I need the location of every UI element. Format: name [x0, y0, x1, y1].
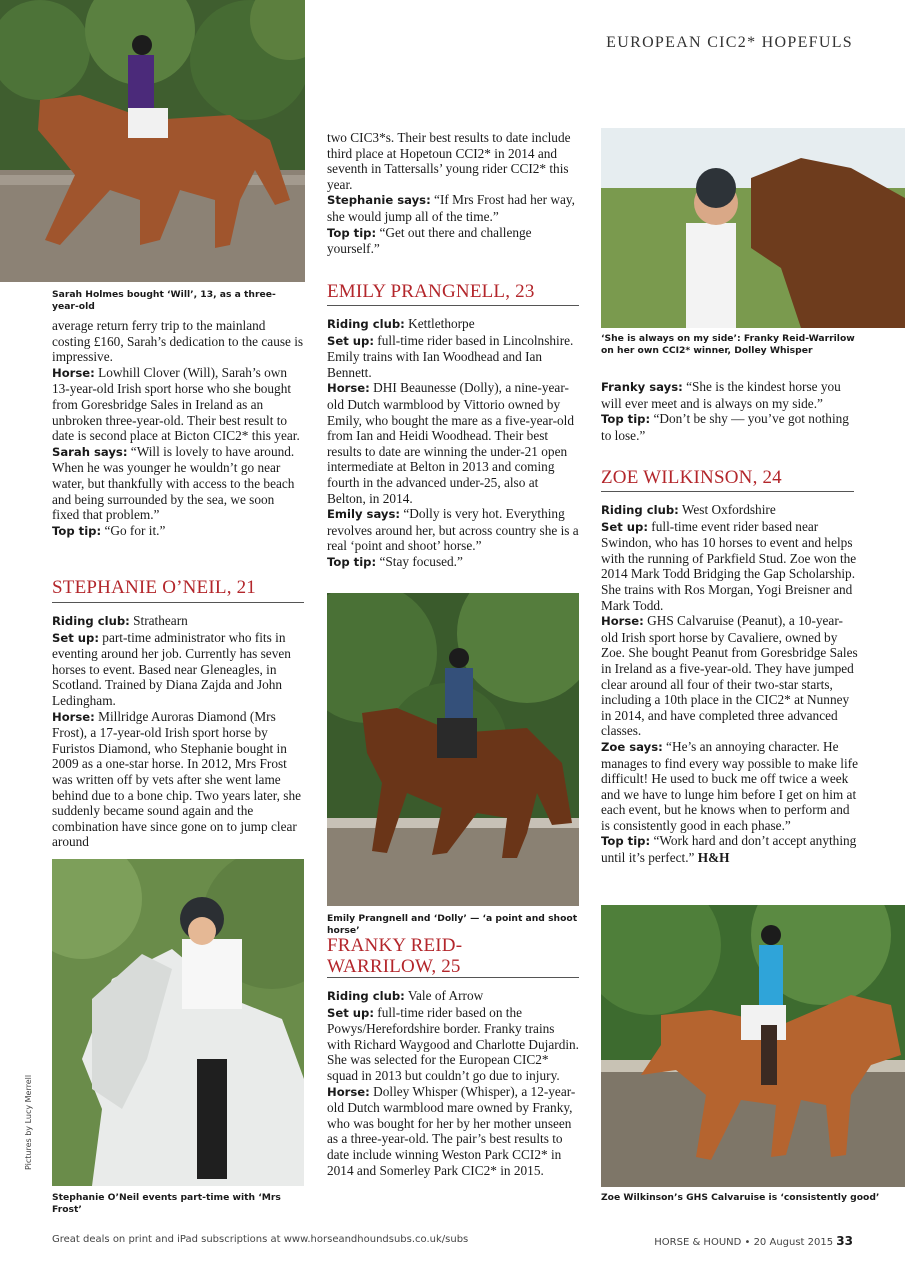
- label-horse: Horse:: [601, 614, 644, 629]
- heading-franky-line2: WARRILOW, 25: [327, 956, 461, 977]
- label-says: Sarah says:: [52, 444, 128, 459]
- footer-magazine: HORSE & HOUND • 20 August 2015: [654, 1237, 834, 1248]
- text-setup: part-time administrator who fits in eventing around her job. Currently has seven horses to event. Based near Gleneagles, in Scotland. Trained by Diana Zajda and John Ledingham.: [52, 629, 291, 708]
- text-setup: full-time rider based in Lincolnshire. Emily trains with Ian Woodhead and Ian Bennett.: [327, 332, 574, 380]
- text-horse: Dolley Whisper (Whisper), a 12-year-old Dutch warmblood mare owned by Franky, who was bought for her by her mother unseen as a three-year-old. The pair’s best results to date include winning Weston Park CCI2* in 2014 and Somerley Park CIC2* in 2015.: [327, 1083, 576, 1178]
- text-says: “Will is lovely to have around. When he was younger he wouldn’t go near water, but thankfully with access to the beach and being surrounded by the sea, we soon fixed that problem.”: [52, 443, 295, 523]
- text-tip: “Go for it.”: [101, 522, 166, 538]
- caption-stephanie: Stephanie O’Neil events part-time with ‘Mrs Frost’: [52, 1192, 281, 1215]
- label-horse: Horse:: [327, 381, 370, 396]
- text-says: “He’s an annoying character. He manages to find every way possible to make life difficult! He used to buck me off twice a week and we have to lunge him before I get on him at each event, but he knows when to perform and is consistently good in each phase.”: [601, 738, 858, 833]
- text-tip: “Work hard and don’t accept anything until it’s perfect.”: [601, 833, 857, 866]
- photo-sarah-horse: [0, 0, 305, 282]
- caption-franky: ‘She is always on my side’: Franky Reid-Warrilow on her own CCI2* winner, Dolley Whisper: [601, 333, 855, 356]
- label-setup: Set up:: [327, 333, 374, 348]
- label-horse: Horse:: [52, 709, 95, 724]
- zoe-text: [601, 502, 859, 866]
- label-setup: Set up:: [52, 630, 99, 645]
- paragraph: two CIC3*s. Their best results to date include third place at Hopetoun CCI2* in 2014 and seventh in Tattersalls’ young rider CCI2* this year.: [327, 130, 571, 192]
- divider: [601, 491, 854, 492]
- photo-zoe-horse: [601, 905, 905, 1187]
- text-tip: “Stay focused.”: [376, 553, 463, 569]
- photo-emily-horse: [327, 593, 579, 906]
- label-tip: Top tip:: [601, 412, 651, 427]
- text-horse: Millridge Auroras Diamond (Mrs Frost), a 17-year-old Irish sport horse by Furistos Diamond, who Stephanie bought in 2009 as a one-star horse. In 2012, Mrs Frost was written off by vets after she went lame behind due to a bone chip. Two years later, she suddenly became sound again and the combination have since gone on to jump clear around: [52, 708, 302, 850]
- photo-franky-horse: [601, 128, 905, 328]
- caption-sarah: Sarah Holmes bought ‘Will’, 13, as a three-year-old: [52, 289, 276, 312]
- text-says: “If Mrs Frost had her way, she would jump all of the time.”: [327, 192, 575, 224]
- divider: [327, 305, 579, 306]
- franky-continued-text: [601, 379, 859, 443]
- label-says: Zoe says:: [601, 739, 663, 754]
- label-says: Stephanie says:: [327, 193, 431, 208]
- footer-promo: Great deals on print and iPad subscriptions at www.horseandhoundsubs.co.uk/subs: [52, 1234, 469, 1245]
- label-setup: Set up:: [601, 519, 648, 534]
- photo-stephanie-horse: [52, 859, 304, 1186]
- caption-zoe: Zoe Wilkinson’s GHS Calvaruise is ‘consistently good’: [601, 1192, 880, 1203]
- label-club: Riding club:: [327, 317, 405, 331]
- footer-folio: [654, 1234, 853, 1248]
- paragraph: average return ferry trip to the mainland costing £160, Sarah’s dedication to the cause is impressive.: [52, 318, 304, 365]
- text-horse: GHS Calvaruise (Peanut), a 10-year-old Irish sport horse by Cavaliere, owned by Zoe. She bought Peanut from Goresbridge Sales in Ireland as a five-year-old. They have jumped clear around all four of their two-star starts, including a 10th place in the CIC2* at Nunney in 2014, and have completed three advanced classes.: [601, 613, 858, 739]
- label-tip: Top tip:: [52, 523, 102, 538]
- heading-franky-line1: FRANKY REID-: [327, 935, 463, 956]
- label-tip: Top tip:: [327, 554, 377, 569]
- signoff: H&H: [694, 850, 730, 866]
- heading-stephanie: STEPHANIE O’NEIL, 21: [52, 577, 257, 598]
- label-club: Riding club:: [327, 989, 405, 1003]
- label-horse: Horse:: [52, 365, 95, 380]
- text-says: “Dolly is very hot. Everything revolves around her, but across country she is a real ‘point and shoot’ horse.”: [327, 506, 579, 554]
- label-tip: Top tip:: [327, 225, 377, 240]
- text-tip: “Don’t be shy — you’ve got nothing to lose.”: [601, 411, 849, 443]
- text-setup: full-time event rider based near Swindon, who has 10 horses to event and helps with the running of Parkfield Stud. Zoe won the 2014 Mark Todd Bridging the Gap Scholarship. She trains with Ros Morgan, Yogi Breisner and Mark Todd.: [601, 518, 857, 613]
- text-club: West Oxfordshire: [678, 502, 776, 517]
- text-club: Vale of Arrow: [404, 988, 484, 1003]
- text-horse: DHI Beaunesse (Dolly), a nine-year-old Dutch warmblood by Vittorio owned by Emily, who bought the mare as a five-year-old from Ian and Heidi Woodhead. Their best results to date are winning the under-21 open intermediate at Belton in 2013 and coming fourth in the advanced under-25, also at Belton, in 2014.: [327, 380, 574, 506]
- label-says: Franky says:: [601, 380, 683, 394]
- text-says: “She is the kindest horse you will ever meet and is always on my side.”: [601, 379, 841, 411]
- caption-emily: Emily Prangnell and ‘Dolly’ — ‘a point and shoot horse’: [327, 913, 578, 936]
- label-club: Riding club:: [601, 503, 679, 517]
- label-says: Emily says:: [327, 507, 401, 522]
- franky-text: [327, 988, 579, 1178]
- label-tip: Top tip:: [601, 834, 651, 849]
- label-horse: Horse:: [327, 1084, 370, 1099]
- text-club: Strathearn: [129, 613, 188, 628]
- divider: [52, 602, 304, 603]
- section-tag: EUROPEAN CIC2* HOPEFULS: [606, 34, 853, 51]
- heading-franky: [327, 935, 462, 977]
- divider: [327, 977, 579, 978]
- photo-credit: Pictures by Lucy Merrell: [24, 1074, 33, 1170]
- heading-emily: EMILY PRANGNELL, 23: [327, 281, 535, 302]
- emily-text: [327, 316, 579, 571]
- page-number: 33: [836, 1234, 853, 1248]
- text-club: Kettlethorpe: [404, 316, 475, 331]
- col2-top-text: [327, 130, 579, 257]
- heading-zoe: ZOE WILKINSON, 24: [601, 467, 782, 488]
- label-setup: Set up:: [327, 1005, 374, 1020]
- text-tip: “Get out there and challenge yourself.”: [327, 224, 532, 257]
- text-setup: full-time rider based on the Powys/Herefordshire border. Franky trains with Richard Waygood and Charlotte Dujardin. She was selected for the European CIC2* squad in 2013 but couldn’t go due to injury.: [327, 1004, 580, 1083]
- text-horse: Lowhill Clover (Will), Sarah’s own 13-year-old Irish sport horse who she bought from Goresbridge Sales in Ireland as an unbroken three-year-old. Their best result to date is second place at Bicton CIC2* this year.: [52, 364, 300, 444]
- stephanie-text: [52, 613, 304, 850]
- label-club: Riding club:: [52, 614, 130, 628]
- col1-top-text: [52, 318, 304, 539]
